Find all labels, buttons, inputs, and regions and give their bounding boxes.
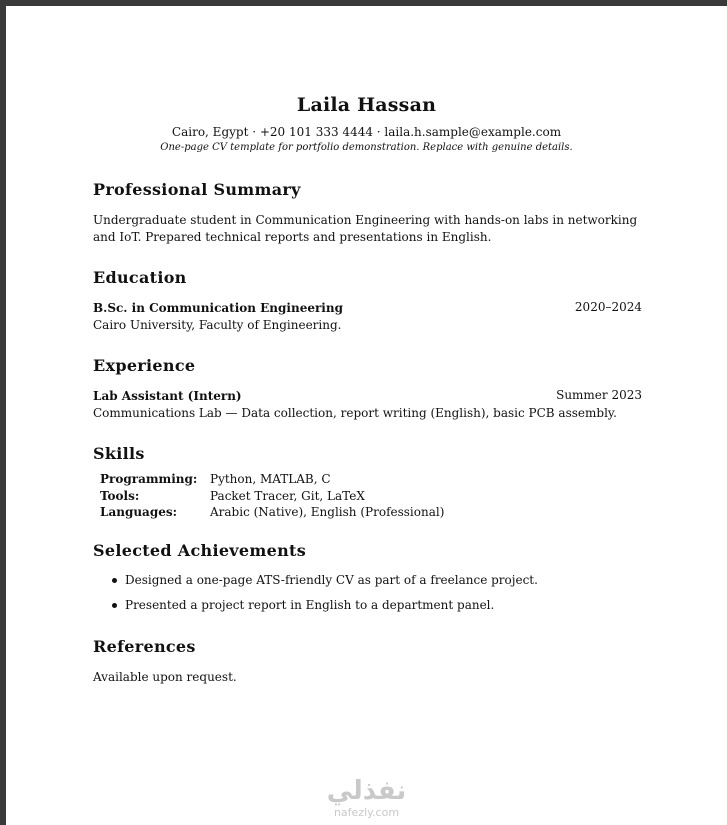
skill-label: Languages: xyxy=(100,505,178,519)
watermark xyxy=(6,776,727,820)
bullet-icon xyxy=(112,578,117,583)
skill-label: Tools: xyxy=(100,488,140,503)
skills-table xyxy=(100,471,444,521)
cv-page xyxy=(6,6,727,825)
skills-row-tools xyxy=(100,488,444,505)
skill-label: Programming: xyxy=(100,472,198,486)
achievement-text: Presented a project report in English to a department panel. xyxy=(125,598,495,612)
template-note: One-page CV template for portfolio demonstration. Replace with genuine details. xyxy=(160,142,573,153)
skills-row-programming xyxy=(100,471,444,488)
education-school: Cairo University, Faculty of Engineering. xyxy=(93,318,342,332)
experience-role: Lab Assistant (Intern) xyxy=(93,389,242,403)
contact-line: Cairo, Egypt · +20 101 333 4444 · laila.h.sample@example.com xyxy=(171,125,562,139)
achievement-item xyxy=(112,573,538,587)
skills-row-languages xyxy=(100,504,444,521)
candidate-name: Laila Hassan xyxy=(296,94,437,116)
section-title-achievements: Selected Achievements xyxy=(93,541,307,560)
education-degree: B.Sc. in Communication Engineering xyxy=(93,301,343,315)
section-title-summary: Professional Summary xyxy=(93,180,301,199)
bullet-icon xyxy=(112,603,117,608)
skill-value: Packet Tracer, Git, LaTeX xyxy=(210,488,365,503)
watermark-logo: نفذلي xyxy=(326,776,407,806)
education-dates: 2020–2024 xyxy=(574,300,642,314)
experience-details: Communications Lab — Data collection, report writing (English), basic PCB assembly. xyxy=(93,406,617,420)
references-text: Available upon request. xyxy=(93,670,237,684)
summary-text: Undergraduate student in Communication Engineering with hands-on labs in networking and IoT. Prepared technical reports and presentations in English. xyxy=(93,213,638,244)
section-title-experience: Experience xyxy=(93,356,196,375)
section-title-references: References xyxy=(93,637,196,656)
achievement-item xyxy=(112,598,494,612)
achievement-text: Designed a one-page ATS-friendly CV as part of a freelance project. xyxy=(125,573,538,587)
section-title-education: Education xyxy=(93,268,187,287)
skill-value: Python, MATLAB, C xyxy=(210,472,331,486)
section-title-skills: Skills xyxy=(93,444,145,463)
experience-dates: Summer 2023 xyxy=(556,388,642,402)
watermark-url: nafezly.com xyxy=(333,806,400,819)
skill-value: Arabic (Native), English (Professional) xyxy=(210,505,445,519)
